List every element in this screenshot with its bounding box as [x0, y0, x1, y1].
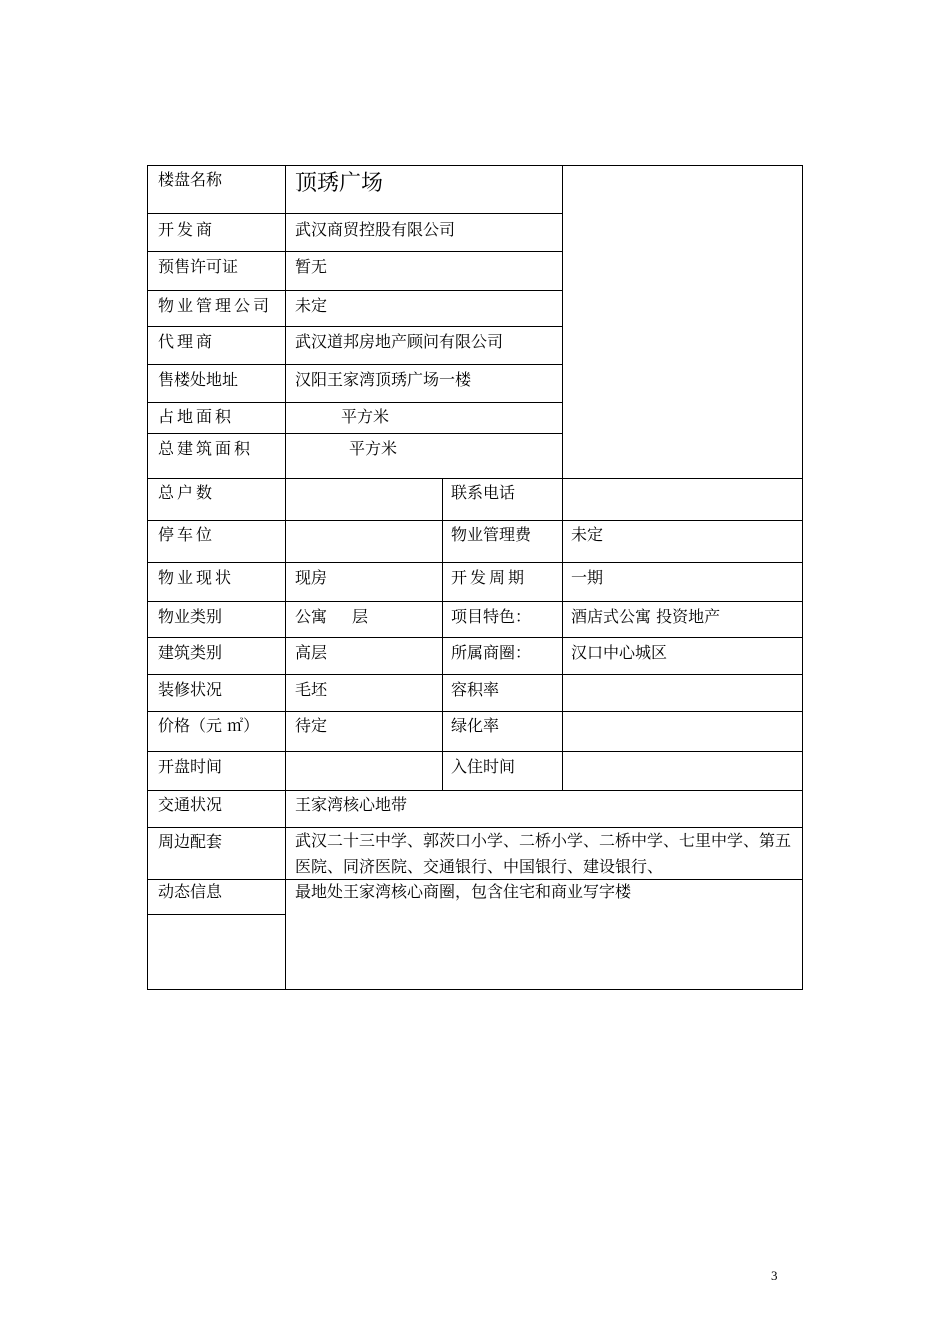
label-price: 价格（元 ㎡） [158, 716, 260, 735]
value-land-area-unit: 平方米 [341, 407, 390, 426]
value-district: 汉口中心城区 [571, 643, 668, 662]
label-project-name: 楼盘名称 [158, 170, 223, 189]
value-dev-phase: 一期 [571, 568, 604, 587]
value-traffic: 王家湾核心地带 [295, 795, 408, 814]
value-news: 最地处王家湾核心商圈，包含住宅和商业写字楼 [295, 882, 632, 901]
label-news: 动态信息 [158, 882, 223, 901]
label-land-area: 占地面积 [158, 407, 235, 426]
value-developer: 武汉商贸控股有限公司 [295, 220, 456, 239]
value-property-type: 公寓 [295, 607, 328, 626]
label-agent: 代理商 [158, 332, 216, 351]
value-building-type: 高层 [295, 643, 328, 662]
label-opening-time: 开盘时间 [158, 757, 223, 776]
value-status: 现房 [295, 568, 328, 587]
value-sales-address: 汉阳王家湾顶琇广场一楼 [295, 370, 472, 389]
label-traffic: 交通状况 [158, 795, 223, 814]
label-far: 容积率 [451, 680, 500, 699]
value-facilities: 武汉二十三中学、郭茨口小学、二桥小学、二桥中学、七里中学、第五医院、同济医院、交通银行、中国银行、建设银行、 [295, 831, 792, 876]
label-pm-company: 物业管理公司 [158, 296, 273, 315]
value-features: 酒店式公寓 投资地产 [571, 607, 721, 626]
label-sales-address: 售楼处地址 [158, 370, 239, 389]
label-pm-fee: 物业管理费 [451, 525, 532, 544]
value-pm-company: 未定 [295, 296, 328, 315]
value-property-type-floors: 层 [352, 607, 369, 626]
label-facilities: 周边配套 [158, 832, 223, 851]
label-building-type: 建筑类别 [158, 643, 223, 662]
label-green-rate: 绿化率 [451, 716, 500, 735]
label-dev-phase: 开发周期 [451, 568, 528, 587]
label-building-area: 总建筑面积 [158, 439, 254, 458]
value-presale-permit: 暂无 [295, 257, 328, 276]
label-presale-permit: 预售许可证 [158, 257, 239, 276]
label-district: 所属商圈： [451, 643, 532, 662]
value-project-name: 顶琇广场 [295, 171, 384, 196]
value-price: 待定 [295, 716, 328, 735]
label-developer: 开发商 [158, 220, 216, 239]
label-decoration: 装修状况 [158, 680, 223, 699]
page-number: 3 [771, 1268, 778, 1283]
label-movein-time: 入住时间 [451, 757, 516, 776]
property-info-table [147, 165, 803, 990]
value-pm-fee: 未定 [571, 525, 604, 544]
value-agent: 武汉道邦房地产顾问有限公司 [295, 332, 504, 351]
label-parking: 停车位 [158, 525, 216, 544]
value-decoration: 毛坯 [295, 680, 328, 699]
label-status: 物业现状 [158, 568, 235, 587]
label-features: 项目特色： [451, 607, 532, 626]
label-property-type: 物业类别 [158, 607, 223, 626]
label-phone: 联系电话 [451, 483, 516, 502]
label-households: 总户数 [158, 483, 216, 502]
value-building-area-unit: 平方米 [349, 439, 398, 458]
